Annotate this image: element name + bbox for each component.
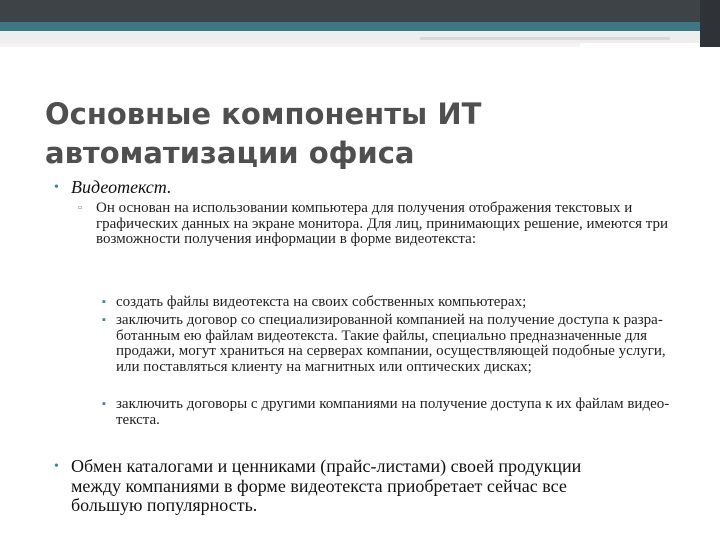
top-teal-bar <box>0 22 720 31</box>
option-item-3 <box>102 397 692 428</box>
option-marker: ▪ <box>102 398 106 410</box>
top-light-bar <box>0 43 580 47</box>
option-text: заключить договоры с другими компаниями на получение доступа к их файлам видео- текста. <box>116 396 670 428</box>
option-text: заключить договор со специализированной компанией на получение доступа к разра-ботанным ею файлам видеотекста. Такие файлы, специально предназначенные для продажи, могут храниться на серверах компании, осуществляющей подобные услуги, или поставляться клиенту на магнитных или оптических дисках; <box>116 312 666 375</box>
bullet-marker: • <box>54 180 59 195</box>
exchange-text: Обмен каталогами и ценниками (прайс-листами) своей продукции между компаниями в форме видеотекста приобретает сейчас все большую популярность. <box>71 456 582 515</box>
slide-title: Основные компоненты ИТ автоматизации офиса <box>45 97 482 170</box>
bullet-marker: • <box>54 459 59 474</box>
bullet-exchange <box>54 457 614 516</box>
subbullet-videotext-desc <box>78 201 678 248</box>
videotext-heading: Видеотекст. <box>71 177 172 197</box>
option-marker: ▪ <box>102 314 106 326</box>
videotext-description: Он основан на использовании компьютера для получения отображения текстовых и графических данных на экране монитора. Для лиц, принимающих решение, имеются три возможности получения информации в форме видеотекста: <box>96 200 669 247</box>
option-item-1 <box>102 295 692 311</box>
option-marker: ▪ <box>102 296 106 308</box>
option-text: создать файлы видеотекста на своих собственных компьютерах; <box>116 294 527 310</box>
top-dark-bar <box>0 0 720 22</box>
option-item-2 <box>102 313 692 375</box>
subbullet-marker: ▫ <box>78 202 82 214</box>
top-accent-line <box>420 37 670 40</box>
top-corner-block <box>700 0 720 47</box>
